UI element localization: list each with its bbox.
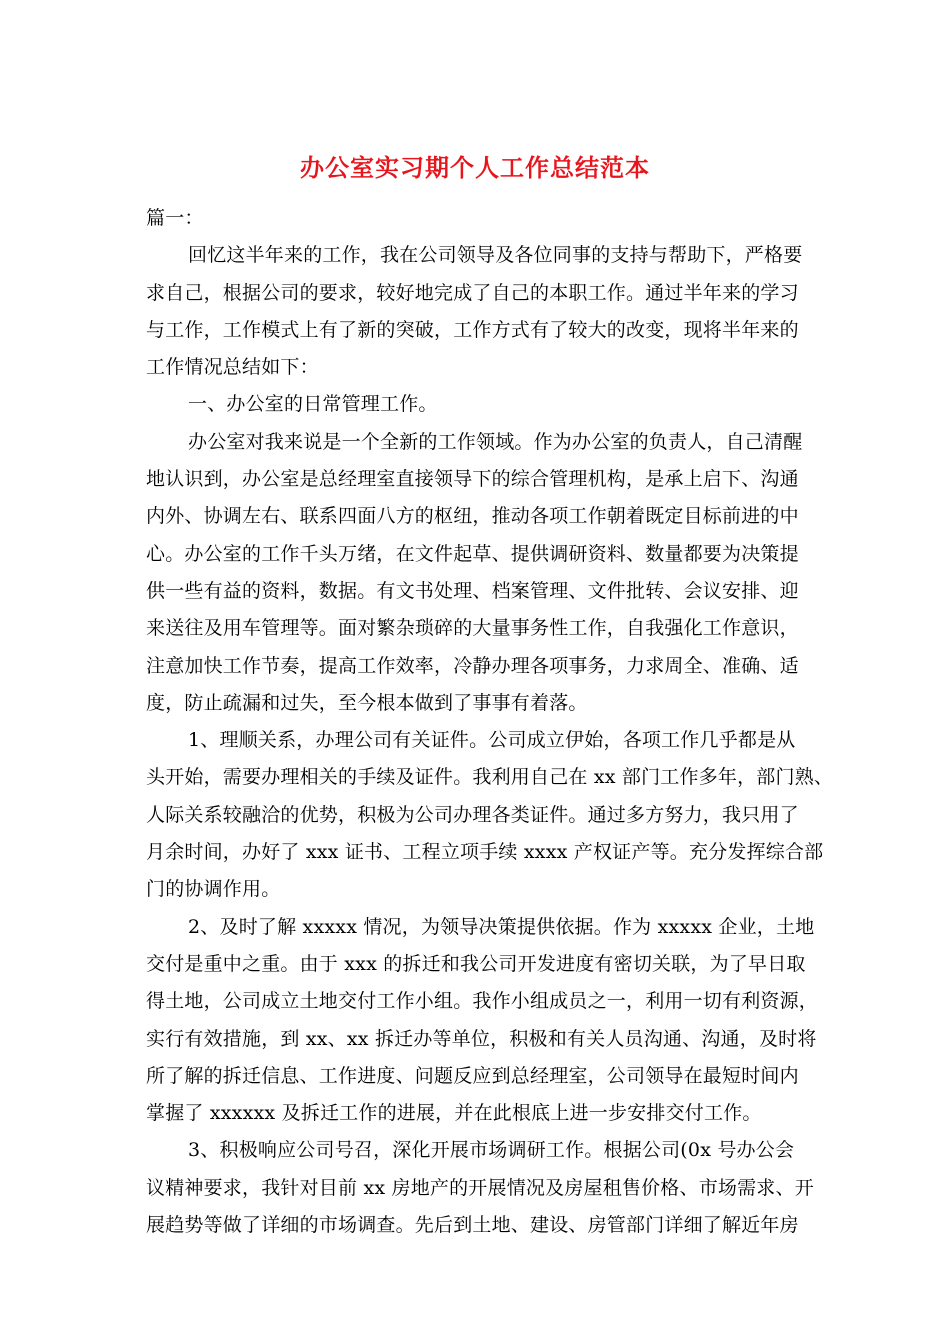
text-line: 心。办公室的工作千头万绪，在文件起草、提供调研资料、数量都要为决策提 [146, 542, 799, 565]
text-line: 一、办公室的日常管理工作。 [188, 393, 438, 416]
text-line: 人际关系较融洽的优势，积极为公司办理各类证件。通过多方努力，我只用了 [146, 803, 799, 826]
text-line: 内外、协调左右、联系四面八方的枢纽，推动各项工作朝着既定目标前进的中 [146, 505, 799, 528]
text-line: 来送往及用车管理等。面对繁杂琐碎的大量事务性工作，自我强化工作意识， [146, 617, 799, 640]
text-line: 议精神要求，我针对目前 xx 房地产的开展情况及房屋租售价格、市场需求、开 [146, 1176, 814, 1199]
text-line: 1、理顺关系，办理公司有关证件。公司成立伊始，各项工作几乎都是从 [188, 729, 796, 752]
text-line: 实行有效措施，到 xx、xx 拆迁办等单位，积极和有关人员沟通、沟通，及时将 [146, 1027, 817, 1050]
text-line: 掌握了 xxxxxx 及拆迁工作的进展，并在此根底上进一步安排交付工作。 [146, 1102, 762, 1125]
text-line: 回忆这半年来的工作，我在公司领导及各位同事的支持与帮助下，严格要 [188, 244, 803, 267]
text-line: 所了解的拆迁信息、工作进度、问题反应到总经理室，公司领导在最短时间内 [146, 1064, 799, 1087]
text-line: 得土地，公司成立土地交付工作小组。我作小组成员之一，利用一切有利资源， [146, 990, 819, 1013]
text-line: 办公室对我来说是一个全新的工作领域。作为办公室的负责人，自己清醒 [188, 430, 803, 453]
text-line: 头开始，需要办理相关的手续及证件。我利用自己在 xx 部门工作多年，部门熟、 [146, 766, 834, 789]
text-line: 2、及时了解 xxxxx 情况，为领导决策提供依据。作为 xxxxx 企业，土地 [188, 915, 815, 938]
text-line: 工作情况总结如下： [146, 356, 319, 379]
text-line: 地认识到，办公室是总经理室直接领导下的综合管理机构，是承上启下、沟通 [146, 468, 799, 491]
text-line: 与工作，工作模式上有了新的突破，工作方式有了较大的改变，现将半年来的 [146, 318, 799, 341]
document-title: 办公室实习期个人工作总结范本 [300, 153, 650, 182]
text-line: 展趋势等做了详细的市场调查。先后到土地、建设、房管部门详细了解近年房 [146, 1214, 799, 1237]
text-line: 篇一： [146, 207, 204, 229]
text-line: 度，防止疏漏和过失，至今根本做到了事事有着落。 [146, 691, 588, 714]
text-line: 交付是重中之重。由于 xxx 的拆迁和我公司开发进度有密切关联，为了早日取 [146, 952, 806, 975]
text-line: 求自己，根据公司的要求，较好地完成了自己的本职工作。通过半年来的学习 [146, 281, 799, 304]
text-line: 3、积极响应公司号召，深化开展市场调研工作。根据公司(0x 号办公会 [188, 1139, 795, 1162]
text-line: 门的协调作用。 [146, 878, 281, 901]
document-body [146, 200, 834, 1244]
text-line: 注意加快工作节奏，提高工作效率，冷静办理各项事务，力求周全、准确、适 [146, 654, 799, 677]
text-line: 月余时间，办好了 xxx 证书、工程立项手续 xxxx 产权证产等。充分发挥综合部 [146, 841, 824, 864]
text-line: 供一些有益的资料，数据。有文书处理、档案管理、文件批转、会议安排、迎 [146, 579, 799, 602]
